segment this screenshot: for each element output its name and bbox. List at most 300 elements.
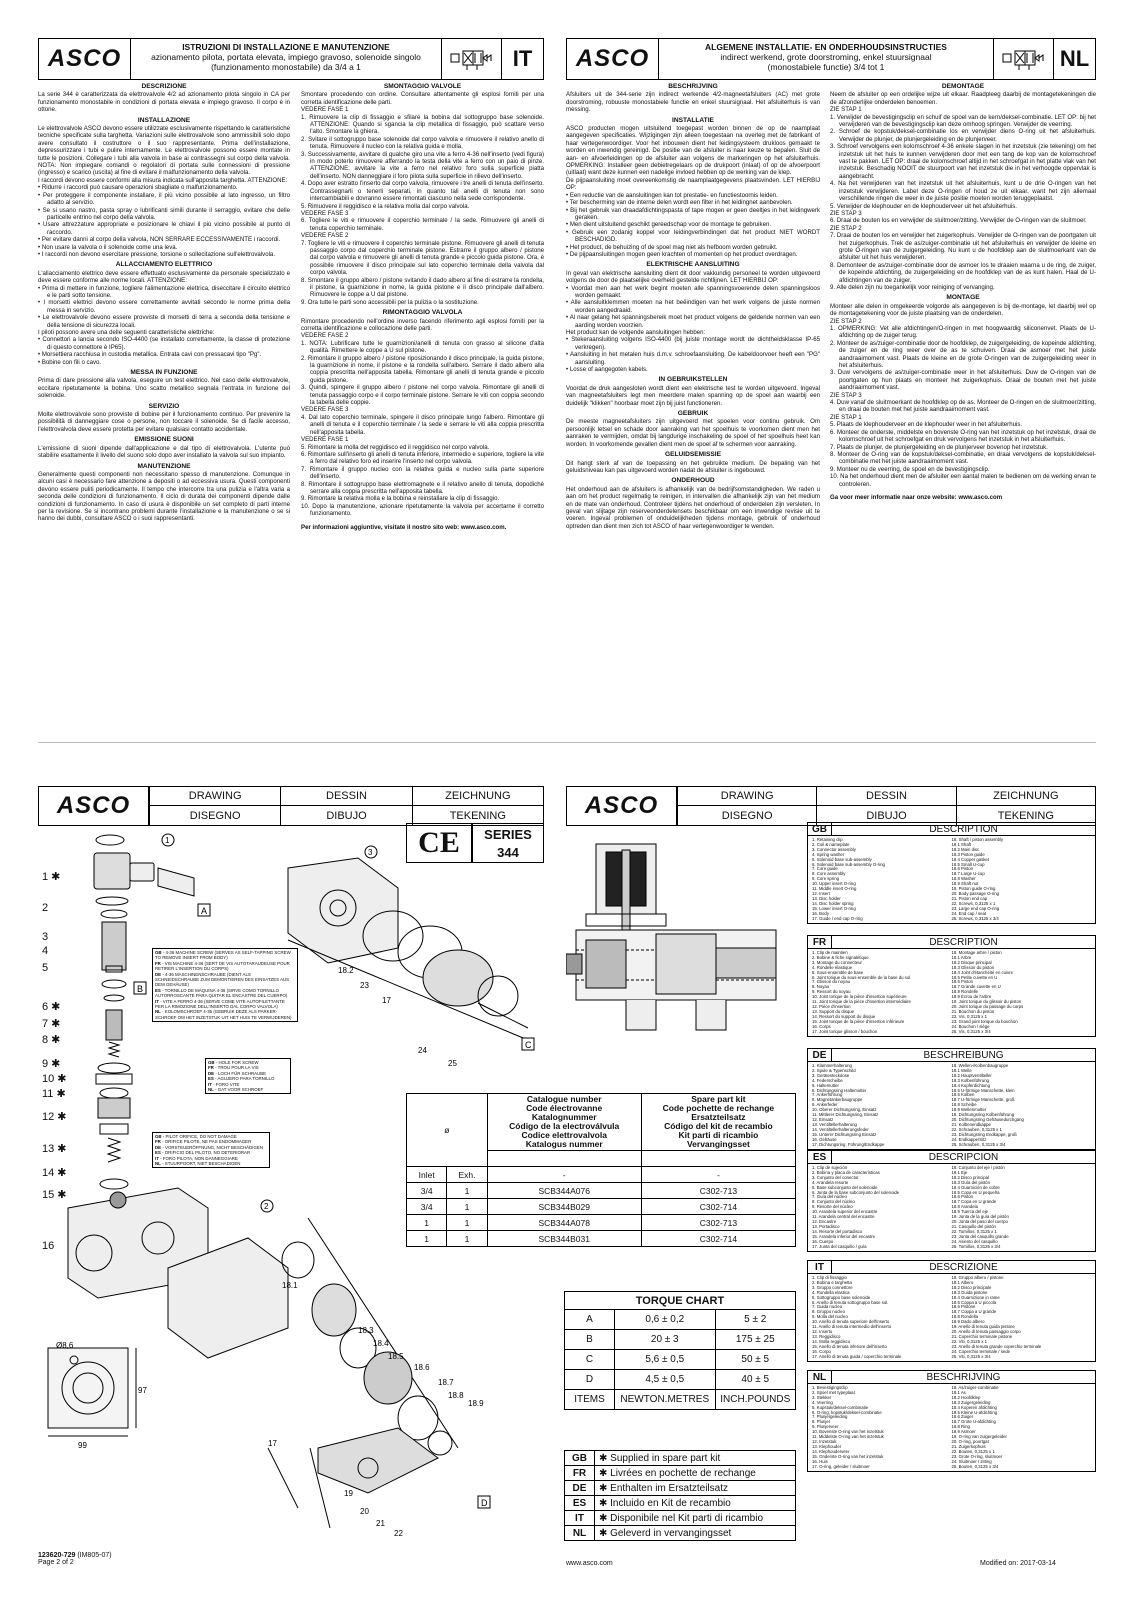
list-item: 24. Coperchio terminale / sede — [951, 1348, 1011, 1354]
paragraph: VEDERE FASE 3 — [301, 209, 349, 217]
list-item: 23. Junta del casquillo grande — [951, 1233, 1009, 1239]
paragraph: Generalmente questi componenti non necessitano spesso di manutenzione. Comunque in alcuni casi è necessario fare attenzione a depositi o ad eccessiva usura. Questi componenti devono essere puliti periodicamente. Il tempo che intercorre tra una pulizia e l'altra varia a seconda delle condizioni di funzionamento. Il ciclo di durata dei componenti dipende dalle condizioni di funzionamento. In caso di usura è disponibile un set completo di parti interne per la revisione. Se si incontrano problemi durante l'installazione e la manutenzione o se si hanno dei dubbi, consultare ASCO o i suoi rappresentanti. — [38, 470, 290, 523]
list-item: 4. Federscheibe — [812, 1077, 843, 1083]
list-item: 8. Demonteer de as/zuiger-combinatie door de asmoer los te draaien waarna u de ring, de zuiger, de kopeinde afdichting, de zuigergeleiding en de hoofdklep van de as kunt halen. Haal de U-afdichtingen van de zuiger. — [830, 261, 1096, 284]
step-3: 3 — [368, 848, 373, 857]
kit-header: Spare part kit Code pochette de rechange Ersatzteilsatz Código del kit de recambio Kit parti di ricambio Vervangingsset — [641, 1094, 795, 1151]
callout: 20 — [360, 1507, 369, 1516]
list-item: 18.5 Petite cuvette en U — [951, 974, 998, 980]
it-subtitle-2: (funzionamento monostabile) da 3/4 a 1 — [211, 62, 361, 72]
label-tekening: TEKENING — [412, 806, 543, 825]
list-item: 15. Unterer Dichtungsring Einsatz — [812, 1131, 877, 1137]
note-line: FR - TROU POUR LA VIS — [208, 1065, 259, 1071]
step-1: 1 — [165, 836, 170, 845]
paragraph: Neem de afsluiter op een ordelijke wijze uit elkaar. Raadpleeg daarbij de montagetekeningen die de afzonderlijke onderdelen benoemen. — [830, 91, 1096, 106]
label-dessin: DESSIN — [280, 787, 411, 806]
list-item: 22. Viti, 0,3125 x 1 — [951, 1338, 988, 1344]
paragraph: Rimontare procedendo nell'ordine inverso facendo riferimento agli esplosi forniti per la corretta identificazione e collocazione delle parti. — [301, 317, 544, 332]
list-item: 18.7 Grande cuvette en U — [951, 984, 1001, 990]
paragraph: I raccordi devono essere conformi alla misura indicata sull'apposita targhetta. ATTENZIONE: — [38, 176, 288, 184]
part-number-label: 9 ✱ — [42, 1058, 61, 1070]
doc-ref: (IM805-07) — [77, 1552, 112, 1559]
list-item: • Al naar gelang het spanningsbereik moet het product volgens de geldende normen van een aarding worden voorzien. — [566, 314, 820, 329]
list-item: 7. Guida nucleo — [812, 1304, 843, 1310]
part-number-label: 8 ✱ — [42, 1034, 61, 1046]
list-item: 5. Sottogruppo base solenoide — [812, 1294, 871, 1300]
list-item: 18.3 Zuigergeleiding — [951, 1399, 991, 1405]
list-item: 8. Monteer de O-ring van de kopstuk/deksel-combinatie, en draai vervolgens de kopstuk/deksel-combinatie met het juiste aandraaimoment vast. — [830, 450, 1096, 466]
list-item: 2. Coil & nameplate — [812, 841, 850, 847]
list-item: 14. Molla reggidisco — [812, 1338, 851, 1344]
note-line: IT - FORO PILOTA, NON DANNEGGIARE — [155, 1155, 238, 1161]
lang-code: FR — [808, 936, 832, 948]
list-item: • Men dient uitsluitend geschikt gereedschap voor de montage te gebruiken. — [566, 221, 772, 229]
list-item: 3. Gruppo connettore — [812, 1284, 853, 1290]
paragraph: De pijpaansluiting moet overeenkomstig de naamplaatgegevens plaatsvinden. LET HIERBIJ OP: — [566, 176, 820, 192]
list-item: 5. Solenoid base sub-assembly — [812, 856, 872, 862]
paragraph: Monteer alle delen in omgekeerde volgorde als aangegeven is bij de-montage, let daarbij wel op de montagetekening voor de juiste plaatsing van de onderdelen. — [830, 302, 1096, 318]
section-heading: ALLACCIAMENTO ELETTRICO — [115, 261, 213, 269]
part-number-label: 4 — [42, 945, 49, 957]
list-item: 25. Schrauben, 0,3125 x 3/4 — [951, 1141, 1006, 1147]
section-heading: GELUIDSEMISSIE — [664, 451, 722, 459]
list-item: 15. Anello di tenuta inferiore dell'inserto — [812, 1343, 887, 1349]
list-item: 18.3 Kolbenführung — [951, 1077, 990, 1083]
table-row: 3/4 1 SCB344A076 C302-713 — [407, 1183, 796, 1199]
section-heading: DEMONTAGE — [941, 83, 985, 90]
list-item: 18.2 Disque principal — [951, 959, 992, 965]
list-item: 18. Gruppo albero / pistone — [951, 1275, 1004, 1280]
list-item: 1. Klammerhalterung — [812, 1063, 852, 1068]
asco-logo: ASCO — [39, 39, 131, 79]
callout: 17 — [382, 996, 391, 1005]
list-item: 16. Corpo — [812, 1348, 831, 1354]
list-item: 12. Insert — [812, 890, 830, 896]
list-item: 5. Sous-ensemble de base — [812, 969, 864, 975]
label-drawing: DRAWING — [149, 787, 280, 806]
list-item: 18.2 Hoofdklep — [951, 1394, 981, 1400]
list-item: 10. Joint torique de la pièce d'insertion supérieure — [812, 994, 907, 1000]
list-item: • I morsetti elettrici devono essere correttamente avvitati secondo le norme prima della messa in servizio. — [38, 299, 290, 314]
desc-block-fr — [807, 935, 1096, 1037]
list-item: 24. Endkappe/Sitz — [951, 1136, 987, 1142]
nl-column-1 — [566, 80, 820, 530]
paragraph: Het product kan de volgende aansluitingen hebben: — [566, 329, 706, 336]
list-item: 10. Anello di tenuta superiore dell'inserto — [812, 1319, 890, 1325]
table-row: 1 1 SCB344B031 C302-714 — [407, 1231, 796, 1247]
table-row: NL ✱ Geleverd in vervangingsset — [565, 1526, 796, 1541]
list-item: 18. As/zuiger-combinatie — [951, 1385, 999, 1390]
section-heading: MANUTENZIONE — [137, 462, 191, 470]
list-item: 18.7 Large U-cup — [951, 871, 985, 877]
list-item: 18.6 Piston — [951, 979, 973, 985]
table-row: A 0,6 ± 0,2 5 ± 2 — [565, 1310, 796, 1330]
list-item: 17. Dichtungsring, Führung/Endkappe — [812, 1141, 885, 1147]
section-heading: SMONTAGGIO VALVOLE — [383, 83, 462, 90]
list-item: 19. Piston guide O-ring — [951, 886, 996, 892]
lang-code: GB — [808, 823, 832, 835]
list-item: 25. Screws, 0,3125 x 3/4 — [951, 915, 999, 921]
list-item: • Morsettiera racchiusa in custodia metallica. Entrata cavi con pressacavi tipo "Pg". — [38, 351, 262, 359]
list-item: 6. Joint torique du sous-ensemble de la base du sol. — [812, 974, 912, 980]
list-item: 2. Schroef de kopstuk/deksel-combinatie los en verwijder diens O-ring uit het afsluiterhuis. Verwijder de plunjer, de plunjergeleiding en de plunjerveer. — [830, 128, 1096, 143]
list-item: 23. Dichtungsring Endkappe, groß — [951, 1131, 1017, 1137]
list-item: 22. Screws, 0,3125 x 1 — [951, 900, 996, 906]
paragraph: VEDERE FASE 2 — [301, 232, 349, 240]
list-item: • Se si usano nastro, pasta spray o lubrificanti simili durante il serraggio, evitare che delle particelle entrino nel corpo della valvola. — [38, 206, 290, 221]
footer-web: www.asco.com — [566, 1560, 613, 1567]
desc-block-es — [807, 1150, 1096, 1252]
list-item: 18.9 Dado albero — [951, 1319, 985, 1325]
list-item: 1. NOTA: Lubrificare tutte le guarnizioni/anelli di tenuta con grasso al silicone d'alta qualità. Rimettere le coppe a U sul pistone. — [301, 339, 544, 355]
list-item: 18.5 Coppa a U piccola — [951, 1299, 997, 1305]
label-dibujo: DIBUJO — [816, 806, 955, 825]
list-item: 18.2 Disco principal — [951, 1174, 989, 1180]
desc-block-gb — [807, 822, 1096, 924]
list-item: 6. Rimontare sull'inserto gli anelli di tenuta inferiore, intermedio e superiore, togliere la vite a ferro dal relativo foro ed inserire l'inserto nel corpo valvola. — [301, 450, 544, 466]
exh-header: Exh. — [447, 1167, 487, 1183]
torque-title: TORQUE CHART — [565, 1292, 796, 1310]
list-item: 18.5 Small U-cup — [951, 861, 985, 867]
note-line: IT - FORO VITE — [208, 1081, 240, 1087]
part-number-label: 12 ✱ — [42, 1111, 67, 1123]
list-item: 14. Ressort du support du disque — [812, 1013, 876, 1019]
list-item: 16. Cuerpo — [812, 1238, 834, 1244]
list-item: 18.3 Glissoir du piston — [951, 964, 995, 970]
table-row: FR ✱ Livrées en pochette de rechange — [565, 1466, 796, 1481]
list-item: 18.7 Grote U-afdichting — [951, 1419, 996, 1425]
list-item: 13. Disc holder — [812, 895, 841, 901]
list-item: 18.4 Guarnizione in rame — [951, 1294, 1000, 1300]
series-label: SERIES — [484, 827, 532, 842]
doc-number: 123620-729 — [38, 1552, 76, 1559]
list-item: 15. Lower insert O-ring — [812, 905, 856, 911]
list-item: 14. Klephouderveer — [812, 1448, 850, 1454]
list-item: 22. Schrauben, 0,3125 x 1 — [951, 1126, 1002, 1132]
list-item: 9. Alle delen zijn nu toegankelijk voor reiniging of vervanging. — [830, 283, 995, 291]
list-item: 25. Bouten, 0,3125 x 3/4 — [951, 1463, 999, 1469]
list-item: 14. Ventiltellerhalterungsfeder — [812, 1126, 869, 1132]
list-item: 10. Bovenste O-ring van het inzetstuk — [812, 1429, 884, 1435]
list-item: 7. Core guide — [812, 866, 838, 872]
list-item: 11. Arandela central del encastre — [812, 1214, 875, 1220]
list-item: 10. Arandela superior del encastre — [812, 1209, 878, 1215]
list-item: 18.3 Piston guide — [951, 851, 985, 857]
part-number-label: 1 ✱ — [42, 871, 61, 883]
list-item: 4. Arandela resorte — [812, 1179, 849, 1185]
table-row: B 20 ± 3 175 ± 25 — [565, 1330, 796, 1350]
list-item: • Bij het gebruik van draadafdichtingspasta of tape mogen er geen deeltjes in het leidingwerk geraken. — [566, 206, 820, 221]
list-item: 20. Joint torique du passage du corps — [951, 1003, 1024, 1009]
list-item: 8. Rimontare il sottogruppo base elettromagnete e il relativo anello di tenuta, dopodiché serrare alla coppia prescritta nell'apposita tabella. — [301, 480, 544, 495]
nl-title-block — [659, 39, 993, 79]
list-item: 2. Bobina e targhetta — [812, 1279, 852, 1285]
list-item: 18.8 Rondelle — [951, 989, 979, 995]
list-item: 3. Gerätesteckdose — [812, 1072, 850, 1078]
list-item: 22. Bouten, 0,3125 x 1 — [951, 1448, 995, 1454]
cat-header: Catalogue number Code électrovanne Katalognummer Código de la electroválvula Codice elettrovalvola Katalogus nummer — [487, 1094, 641, 1151]
list-item: 5. Base subconjunto del solenoide — [812, 1184, 878, 1190]
list-item: 10. Na het onderhoud dient men de afsluiter een aantal malen te bedienen om de werking ervan te controleren. — [830, 473, 1096, 488]
list-item: • Bobine con fili o cavo. — [38, 358, 102, 366]
it-title: ISTRUZIONI DI INSTALLAZIONE E MANUTENZIONE — [182, 42, 390, 52]
table-row: GB ✱ Supplied in spare part kit — [565, 1451, 796, 1466]
paragraph: Smontare procedendo con ordine. Consultare attentamente gli esplosi forniti per una corretta identificazione delle parti. — [301, 91, 544, 106]
list-item: 7. Togliere le viti e rimuovere il coperchio terminale pistone. Rimuovere gli anelli di tenuta passaggio corpo dal coperchio terminale pistone. Estrarre il gruppo albero / pistone dal corpo valvola e rimuovere gli anelli di tenuta grande e piccolo guida pistone. Ora, è possibile rimuovere il disco principale sul lato coperchio terminale della valvola dal corpo valvola. — [301, 239, 544, 277]
paragraph: In geval van elektrische aansluiting dient dit door vakkundig personeel te worden uitgevoerd volgens de door de plaatselijke overheid gestelde richtlijnen. LET HIERBIJ OP: — [566, 269, 820, 285]
list-item: 6. Dichtungsring Haltemutter — [812, 1087, 867, 1093]
it-column-1 — [38, 80, 290, 523]
list-item: 2. Bobina y placa de características — [812, 1169, 880, 1175]
list-item: 18.3 Guida pistone — [951, 1289, 988, 1295]
paragraph: Dit hangt sterk af van de toepassing en het gebruikte medium. De bepaling van het geluidsniveau kan pas uitgevoerd worden nadat de afsluiter is ingebouwd. — [566, 459, 820, 474]
desc-title: DESCRIPCION — [928, 1152, 999, 1163]
label-drawing: DRAWING — [677, 787, 816, 806]
pilot-note-box — [152, 1132, 270, 1168]
section-heading: MONTAGE — [946, 294, 980, 302]
callout: 18.4 — [373, 1339, 389, 1348]
callout: 18.6 — [414, 1363, 430, 1372]
callout: 25 — [448, 1059, 457, 1068]
list-item: • Usare attrezzature appropriate e posizionare le chiavi il più vicino possibile al punto di raccordo. — [38, 221, 290, 236]
list-item: 21. Bouchon du piston — [951, 1008, 995, 1014]
list-item: 5. Rimontare la molla del reggidisco ed il reggidisco nel corpo valvola. — [301, 443, 490, 451]
list-item: 18.6 Pistone — [951, 1304, 976, 1310]
list-item: 12. Encastre — [812, 1218, 837, 1224]
list-item: 19. Junta de la guía del pistón — [951, 1214, 1009, 1220]
label-dessin: DESSIN — [816, 787, 955, 806]
note-line: NL - STUURPOORT, NIET BESCHADIGEN — [155, 1161, 241, 1167]
list-item: 18.4 Guarnición de cobre — [951, 1184, 1000, 1190]
asco-logo: ASCO — [39, 787, 149, 825]
paragraph: L'allacciamento elettrico deve essere effettuato esclusivamente da personale specializzato e deve essere conforme alle norme locali. ATTENZIONE: — [38, 269, 290, 285]
list-item: 4. Rondella elastica — [812, 1289, 850, 1295]
footer-modified: Modified on: 2017-03-14 — [980, 1560, 1056, 1567]
list-item: • Alle aansluitklemmen moeten na het beëindigen van het werk volgens de juiste normen worden aangedraaid. — [566, 299, 820, 314]
hole-note-box — [205, 1058, 291, 1094]
list-item: 9. Ankerfeder — [812, 1102, 838, 1108]
table-row: DE ✱ Enthalten im Ersatzteilsatz — [565, 1481, 796, 1496]
list-item: 1. Clip di fissaggio — [812, 1275, 847, 1280]
desc-block-nl — [807, 1370, 1096, 1472]
list-item: 2. Rimontare il gruppo albero / pistone riposizionando il disco principale, la guida pistone, la guarnizione in nome, il pistone e la rondella sull'albero. Serrare il dado albero alla coppia prescritta nell'apposita tabella. Rimontare gli anelli di tenuta grande e piccolo guida pistone. — [301, 354, 544, 384]
list-item: 18.6 Pistón — [951, 1194, 973, 1200]
list-item: 18.9 Tuerca del eje — [951, 1209, 989, 1215]
ce-mark: CE — [406, 823, 472, 863]
list-item: 7. Plaats de plunjer, de plunjergeleiding en de plunjerveer bovenop het inzetstuk. — [830, 443, 1048, 451]
paragraph: De meeste magneetafsluiters zijn uitgevoerd met spoelen voor continu gebruik. Om persoonlijk letsel en schade door aanraking van het spoelhuis te voorkomen dient men het aanraken te vermijden, omdat bij langdurige inschakeling de spoel of het spoelhuis heet kan worden. In voorkomende gevallen dient men de spoel af te schermen voor aanraking. — [566, 418, 820, 448]
note-line: FR - VIS MACHINE 4-36 (SERT DE VIS AUTOTARAUDEUSE POUR RETIRER L'INSERTION DU CORPS) — [155, 960, 290, 972]
list-item: 23. Large end cap O-ring — [951, 905, 1000, 911]
list-item: 12. Inzetstuk — [812, 1438, 837, 1444]
kit-legend-table — [564, 1450, 796, 1541]
list-item: • Ter bescherming van de interne delen wordt een filter in het leidingnet aanbevolen. — [566, 199, 793, 207]
list-item: 5. Kopstuk/deksel-combinatie — [812, 1404, 869, 1410]
callout: 23 — [360, 981, 369, 990]
callout: 18.9 — [468, 1399, 484, 1408]
part-number-column — [38, 860, 68, 1540]
note-line: DE - VORSTEUERÖFFNUNG, NICHT BESCHÄDIGEN — [155, 1144, 263, 1150]
list-item: 4. Spring washer — [812, 851, 845, 857]
list-item: 4. Rondelle élastique — [812, 964, 853, 970]
list-item: 21. Kolbenendkappe — [951, 1121, 991, 1127]
list-item: • Het product, de behuizing of de spoel mag niet als hefboom worden gebruikt. — [566, 243, 778, 251]
label-a: A — [201, 906, 208, 916]
step-2: 2 — [264, 1202, 269, 1211]
page-indicator: Page 2 of 2 — [38, 1559, 74, 1566]
paragraph: ZIE STAP 1 — [830, 413, 862, 421]
list-item: 13. Portadisco — [812, 1223, 840, 1229]
it-lang-code: IT — [501, 39, 543, 79]
part-number-label: 5 — [42, 962, 49, 974]
list-item: 1. OPMERKING: Vet alle afdichtingen/O-ringen in met hoogwaardig siliconenvet. Plaats de U-afdichting op de zuiger terug. — [830, 325, 1096, 340]
part-number-label: 7 ✱ — [42, 1018, 61, 1030]
list-item: 18.9 Wellenmutter — [951, 1107, 987, 1113]
list-item: • Gebruik een zodanig koppel voor leidingverbindingen dat het product NIET WORDT BESCHADIGD. — [566, 228, 820, 244]
list-item: 20. Dichtungsring Gehäusedurchgang — [951, 1116, 1024, 1122]
valve-symbol-icon — [441, 39, 501, 79]
list-item: 6. Anello di tenuta sottogruppo base sol. — [812, 1299, 889, 1305]
list-item: 5. Verwijder de klephouder en de klephouderveer uit het afsluiterhuis. — [830, 202, 1017, 210]
label-b: B — [137, 984, 144, 994]
inlet-header: Inlet — [407, 1167, 447, 1183]
section-heading: BESCHRIJVING — [668, 83, 718, 90]
list-item: 18.9 Asmoer — [951, 1429, 976, 1435]
paragraph: VEDERE FASE 3 — [301, 406, 349, 414]
note-line: ES - ORIFICIO DEL PILOTO, NO DETERIORAR — [155, 1150, 251, 1156]
list-item: 18.8 Washer — [951, 876, 976, 882]
list-item: 17. Joint torique glissoir / bouchon — [812, 1028, 878, 1034]
website-note: Ga voor meer informatie naar onze website: www.asco.com — [830, 493, 1003, 501]
phi-cell: ø — [407, 1094, 488, 1167]
list-item: 9. Ora tutte le parti sono accessibili per la pulizia o la sostituzione. — [301, 298, 479, 306]
list-item: 1. Clip de sujeción — [812, 1165, 848, 1170]
list-item: 18. Shaft / piston assembly — [951, 837, 1004, 842]
paragraph: Molte elettrovalvole sono provviste di bobine per il funzionamento continuo. Per prevenire la possibilità di danneggiare cose o persone, non toccare il solenoide. Se di facile accesso, l'elettrovalvola deve essere protetta per evitare qualsiasi contatto accidentale. — [38, 411, 290, 433]
callout: 18.7 — [438, 1378, 454, 1387]
list-item: 22. Vis, 0,3125 x 1 — [951, 1013, 988, 1019]
list-item: 17. O-ring, geleider / sluitmoer — [812, 1463, 870, 1469]
list-item: 19. Dichtungsring Kolbenführung — [951, 1112, 1015, 1118]
list-item: • Per proteggere il componente installare, il più vicino possibile al lato ingresso, un filtro adatto al servizio. — [38, 191, 290, 207]
list-item: 18.1 Shaft — [951, 841, 972, 847]
list-item: 18.2 Disco principale — [951, 1284, 992, 1290]
lang-code: NL — [808, 1371, 832, 1383]
list-item: 8. Magnetankerbaugruppe — [812, 1097, 863, 1103]
nl-title: ALGEMENE INSTALLATIE- EN ONDERHOUDSINSTRUCTIES — [705, 42, 947, 52]
list-item: 18.5 U-förmige Manschette, klein — [951, 1087, 1015, 1093]
part-number-label: 13 ✱ — [42, 1143, 67, 1155]
list-item: 11. Joint torique de la pièce d'insertion intermédiaire — [812, 999, 911, 1005]
list-item: 18.6 Kolben — [951, 1092, 975, 1098]
list-item: 17. Anello di tenuta guida / coperchio terminale — [812, 1353, 902, 1359]
list-item: 2. Spule & Typenschild — [812, 1067, 856, 1073]
items-label: ITEMS — [565, 1390, 615, 1410]
list-item: • Per evitare danni al corpo della valvola, NON SERRARE ECCESSIVAMENTE i raccordi. — [38, 236, 281, 244]
drawing-label-grid — [149, 787, 543, 825]
list-item: 18.2 Hauptventilteller — [951, 1072, 992, 1078]
nl-column-2 — [830, 80, 1096, 501]
note-line: FR - ORIFICE PILOTE, NE PAS ENDOMMAGER — [155, 1139, 252, 1145]
part-number-label: 15 ✱ — [42, 1189, 67, 1201]
lang-code: DE — [808, 1049, 832, 1061]
list-item: 16. Gehäuse — [812, 1136, 837, 1142]
list-item: 9. Molla del nucleo — [812, 1314, 848, 1320]
list-item: 9. Plunjerveer — [812, 1424, 839, 1430]
part-number-label: 3 — [42, 931, 49, 943]
nl-subtitle-1: indirect werkend, grote doorstroming, enkel stuursignaal — [720, 52, 932, 62]
list-item: 18.7 Copa en U grande — [951, 1199, 997, 1205]
dim-diameter: Ø8,6 — [56, 1341, 74, 1350]
list-item: 9. Ressort du noyau — [812, 989, 851, 995]
part-number-label: 6 ✱ — [42, 1001, 61, 1013]
callout: 18.5 — [388, 1352, 404, 1361]
paragraph: ZIE STAP 3 — [830, 209, 862, 217]
drawing-label-grid — [677, 787, 1095, 825]
paragraph: ZIE STAP 2 — [830, 317, 862, 325]
list-item: 18.8 Rondella — [951, 1314, 979, 1320]
section-heading: EMISSIONE SUONI — [134, 436, 194, 444]
label-dibujo: DIBUJO — [280, 806, 411, 825]
list-item: 18.5 Copa en U pequeña — [951, 1189, 1000, 1195]
list-item: 18.8 Arandela — [951, 1204, 979, 1210]
list-item: 17. Guide / end cap O-ring — [812, 915, 863, 921]
list-item: 15. Onderste O-ring van het inzetstuk — [812, 1453, 884, 1459]
desc-title: BESCHREIBUNG — [923, 1050, 1004, 1061]
list-item: 19. Joint torique du glissoir du piston — [951, 999, 1022, 1005]
list-item: 18.3 Guía del pistón — [951, 1179, 990, 1185]
list-item: 13. Klephouder — [812, 1443, 842, 1449]
footer-doc — [38, 1552, 112, 1566]
list-item: • Prima di mettere in funzione, togliere l'alimentazione elettrica, diseccitare il circuito elettrico e le parti sotto tensione. — [38, 284, 290, 299]
list-item: 4. Veerring — [812, 1399, 833, 1405]
list-item: 5. Rimuovere il reggidisco e la relativa molla dal corpo valvola. — [301, 202, 470, 210]
list-item: 1. Rimuovere la clip di fissaggio e sfilare la bobina dal sottogruppo base solenoide. ATTENZIONE: Quando si sgancia la clip metallica di fissaggio, può scattare verso l'alto. Smontare la ghiera. — [301, 113, 544, 136]
list-item: 23. Grote O-ring, sluitmoer — [951, 1453, 1003, 1459]
list-item: 16. Huis — [812, 1458, 828, 1464]
list-item: • Stekeraansluiting volgens ISO-4400 (bij juiste montage wordt de dichtheidsklasse IP-65 verkregen). — [566, 336, 820, 351]
table-row: C 5,6 ± 0,5 50 ± 5 — [565, 1350, 796, 1370]
list-item: 1. Bevestigingsclip — [812, 1385, 848, 1390]
list-item: 9. Monteer nu de veerring, de spoel en de bevestigingsclip. — [830, 465, 990, 473]
list-item: 18.1 Arbre — [951, 954, 972, 960]
callout: 19 — [344, 1489, 353, 1498]
list-item: 3. Montage du connecteur — [812, 959, 862, 965]
dim-height: 97 — [138, 1386, 147, 1395]
list-item: 18.1 Welle — [951, 1067, 972, 1073]
list-item: 3. Stekker — [812, 1394, 832, 1400]
list-item: 8. Plunjer — [812, 1419, 831, 1425]
list-item: 18.4 Kupferdichtung — [951, 1082, 990, 1088]
callout: 17 — [268, 1439, 277, 1448]
torque-table — [564, 1291, 796, 1410]
paragraph: Afsluiters uit de 344-serie zijn indirect werkende 4/2-magneetafsluiters (AC) met grote doorstroming, robuuste monostabiele functie en enkel stuursignaal. Het afsluiterhuis is van messing. — [566, 91, 820, 114]
asco-logo: ASCO — [567, 39, 659, 79]
list-item: 10. Oberer Dichtungsring, Einsatz — [812, 1107, 877, 1113]
callout: 22 — [394, 1529, 403, 1538]
paragraph: ASCO producten mogen uitsluitend toegepast worden binnen de op de naamplaat aangegeven specificaties. Wijzigingen zijn alleen toegestaan na overleg met de fabrikant of haar vertegenwoordiger. Voor het inbouwen dient het leidingsysteem drukloos gemaakt te worden en inwendig gereinigd. De positie van de afsluiter is naar keuze te bepalen. Sluit de aan- en afvoerleidingen op de afsluiter aan volgens de markeringen op het afsluiterhuis. OPMERKING: Installeer geen debietregelaars op de drukpoort (inlaat) of op de afvoerpoort (uitlaat) want deze kunnen een nadelige invloed hebben op de werking van de klep. — [566, 125, 820, 177]
list-item: 7. Glissoir du noyau — [812, 979, 850, 985]
drawing-header-left — [38, 786, 544, 826]
callout: 18.3 — [358, 1326, 374, 1335]
list-item: 18.8 Ring — [951, 1424, 970, 1430]
paragraph: ZIE STAP 1 — [830, 106, 862, 114]
list-item: 25. Viti, 0,3125 x 3/4 — [951, 1353, 991, 1359]
paragraph: La serie 344 è caratterizzata da elettrovalvole 4/2 ad azionamento pilota singolo in CA per funzionamento monostabile in condizioni di portata elevata e impiego gravoso. Il corpo è in ottone. — [38, 91, 290, 114]
list-item: 12. Pièce d'insertion — [812, 1003, 851, 1009]
paragraph: Voordat de druk aangesloten wordt dient een elektrische test te worden uitgevoerd. Ingeval van magneetafsluiters legt men meerdere malen spanning op de spoel aan waarbij een duidelijk "klikken" hoorbaar moet zijn bij juist functioneren. — [566, 384, 820, 407]
screw-note-box — [152, 948, 298, 1022]
